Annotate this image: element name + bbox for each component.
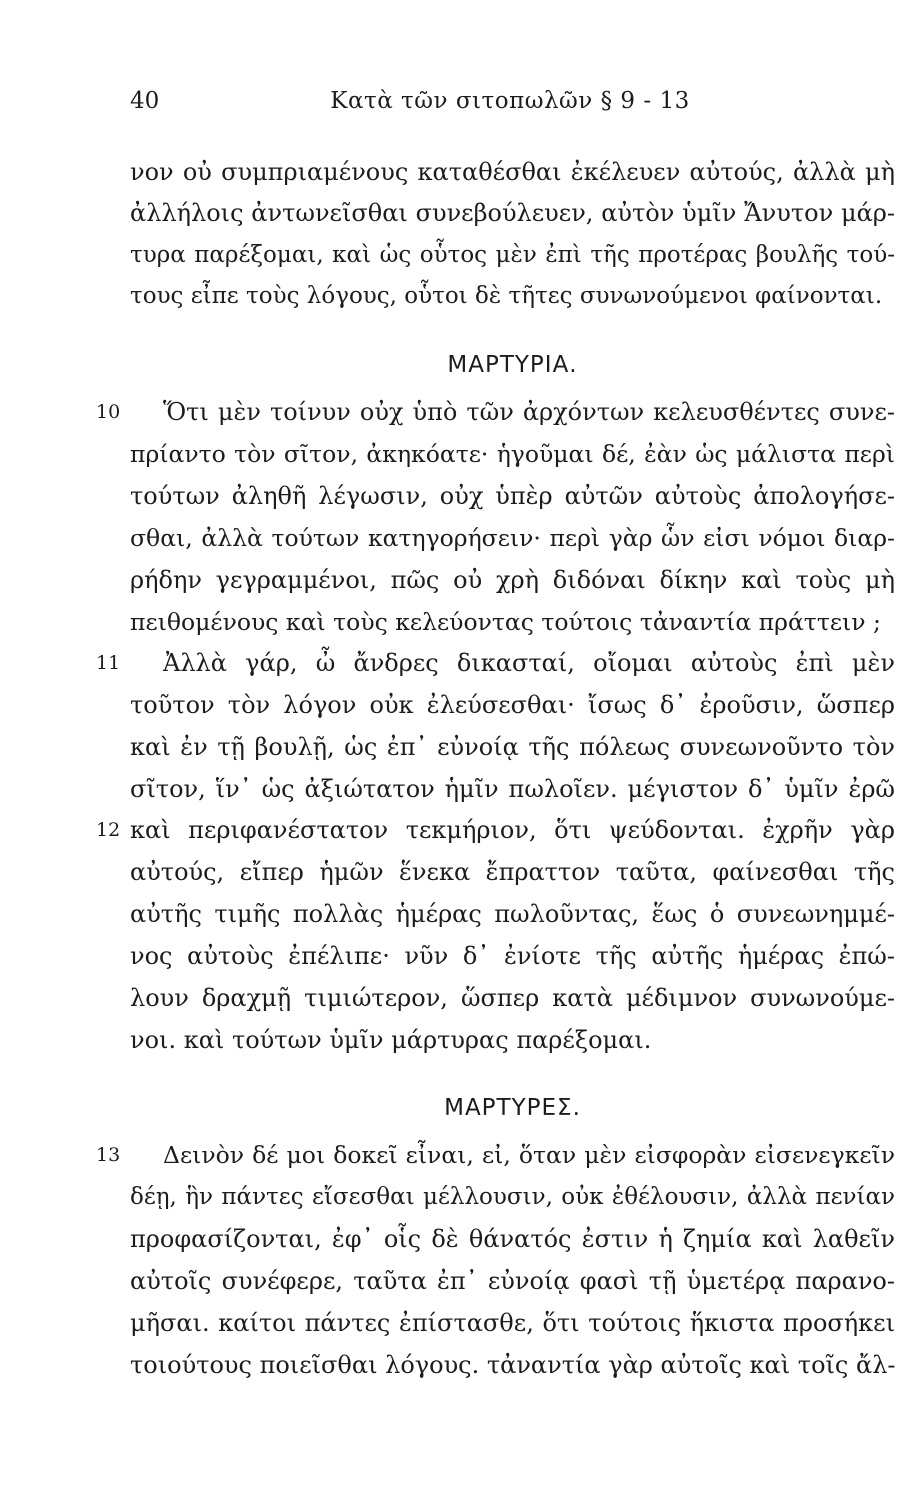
text-line: τους εἶπε τοὺς λόγους, οὗτοι δὲ τῆτες συνωνούμενοι φαίνονται. [130, 283, 883, 309]
text-line: μῆσαι. καίτοι πάντες ἐπίστασθε, ὅτι τούτοις ἥκιστα προσήκει [130, 1309, 895, 1337]
section-number: 12 [96, 819, 121, 841]
text-line: νος αὐτοὺς ἐπέλιπε· νῦν δ᾽ ἐνίοτε τῆς αὐτῆς ἡμέρας ἐπώ- [130, 942, 895, 970]
text-line: Ἀλλὰ γάρ, ὦ ἄνδρες δικασταί, οἴομαι αὐτοὺς ἐπὶ μὲν [163, 649, 895, 677]
text-line: δέῃ, ἣν πάντες εἴσεσθαι μέλλουσιν, οὐκ ἐθέλουσιν, ἀλλὰ πενίαν [130, 1184, 895, 1210]
text-line: νοι. καὶ τούτων ὑμῖν μάρτυρας παρέξομαι. [130, 1026, 652, 1054]
text-line: προφασίζονται, ἐφ᾽ οἷς δὲ θάνατός ἐστιν ἡ ζημία καὶ λαθεῖν [130, 1225, 895, 1253]
heading-martyres: ΜΑΡΤΥΡΕΣ. [444, 1095, 581, 1121]
text-line: πειθομένους καὶ τοὺς κελεύοντας τούτοις τἀναντία πράττειν ; [130, 608, 881, 636]
running-head [130, 88, 890, 124]
section-number: 10 [96, 401, 121, 423]
text-line: αὐτοῖς συνέφερε, ταῦτα ἐπ᾽ εὐνοίᾳ φασὶ τῇ ὑμετέρᾳ παρανο- [130, 1267, 895, 1295]
text-line: ἀλλήλοις ἀντωνεῖσθαι συνεβούλευεν, αὐτὸν ὑμῖν Ἄνυτον μάρ- [130, 199, 895, 227]
text-line: σθαι, ἀλλὰ τούτων κατηγορήσειν· περὶ γὰρ ὧν εἰσι νόμοι διαρ- [130, 524, 895, 552]
text-line: τούτων ἀληθῆ λέγωσιν, οὐχ ὑπὲρ αὐτῶν αὐτοὺς ἀπολογήσε- [130, 482, 895, 510]
text-line: πρίαντο τὸν σῖτον, ἀκηκόατε· ἡγοῦμαι δέ, ἐὰν ὡς μάλιστα περὶ [130, 440, 895, 468]
text-line: αὐτούς, εἴπερ ἡμῶν ἕνεκα ἔπραττον ταῦτα, φαίνεσθαι τῆς [130, 858, 895, 886]
heading-martyria: ΜΑΡΤΥΡΙΑ. [447, 352, 578, 378]
running-title: Κατὰ τῶν σιτοπωλῶν § 9 - 13 [330, 88, 690, 114]
text-line: τοῦτον τὸν λόγον οὐκ ἐλεύσεσθαι· ἴσως δ᾽ ἐροῦσιν, ὥσπερ [130, 691, 895, 719]
text-line: καὶ περιφανέστατον τεκμήριον, ὅτι ψεύδονται. ἐχρῆν γὰρ [130, 816, 895, 844]
text-line: καὶ ἐν τῇ βουλῇ, ὡς ἐπ᾽ εὐνοίᾳ τῆς πόλεως συνεωνοῦντο τὸν [130, 733, 895, 761]
text-line: αὐτῆς τιμῆς πολλὰς ἡμέρας πωλοῦντας, ἕως ὁ συνεωνημμέ- [130, 900, 895, 928]
text-line: Δεινὸν δέ μοι δοκεῖ εἶναι, εἰ, ὅταν μὲν εἰσφορὰν εἰσενεγκεῖν [163, 1141, 895, 1169]
text-line: τυρα παρέξομαι, καὶ ὡς οὗτος μὲν ἐπὶ τῆς προτέρας βουλῆς τού- [130, 242, 895, 268]
text-line: ρήδην γεγραμμένοι, πῶς οὐ χρὴ διδόναι δίκην καὶ τοὺς μὴ [130, 566, 895, 594]
section-number: 11 [96, 652, 121, 674]
text-line: σῖτον, ἵν᾽ ὡς ἀξιώτατον ἡμῖν πωλοῖεν. μέγιστον δ᾽ ὑμῖν ἐρῶ [130, 775, 895, 803]
page-number: 40 [130, 88, 160, 114]
text-line: λουν δραχμῇ τιμιώτερον, ὥσπερ κατὰ μέδιμνον συνωνούμε- [130, 984, 895, 1012]
text-line: Ὅτι μὲν τοίνυν οὐχ ὑπὸ τῶν ἀρχόντων κελευσθέντες συνε- [163, 398, 895, 426]
section-number: 13 [96, 1144, 121, 1166]
text-line: τοιούτους ποιεῖσθαι λόγους. τἀναντία γὰρ αὐτοῖς καὶ τοῖς ἄλ- [130, 1351, 896, 1379]
text-line: νον οὐ συμπριαμένους καταθέσθαι ἐκέλευεν αὐτούς, ἀλλὰ μὴ [130, 158, 895, 186]
